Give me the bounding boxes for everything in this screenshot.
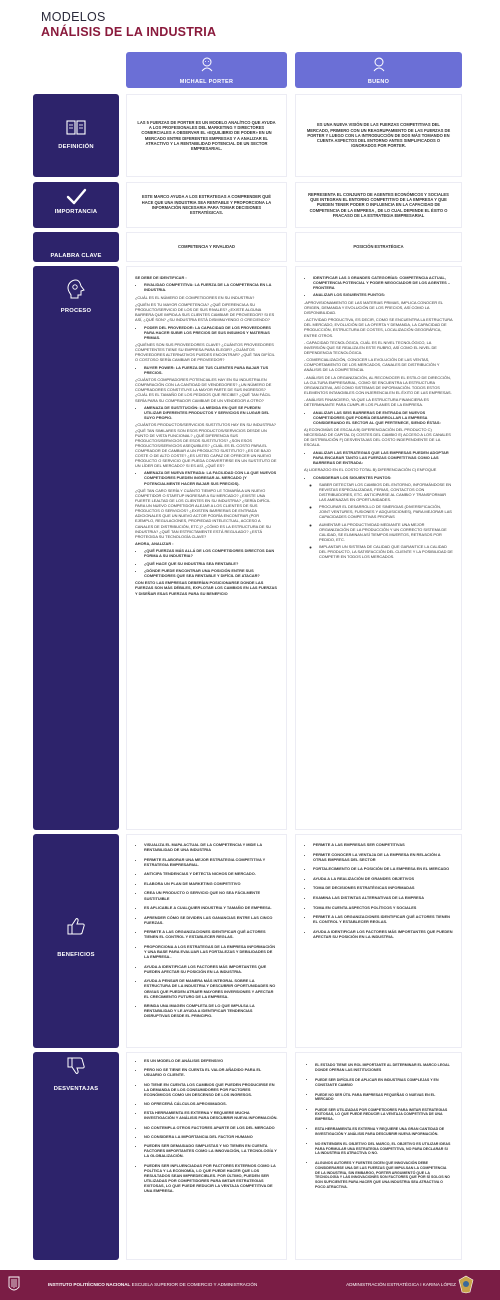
list-item: ◦ PROCURAR EL DESARROLLO DE SINERGIAS (DIVERSIFICACIÓN, JOINT VENTURES, FUSIONES Y ADQUISICIONES), PARA MEJORAR LAS CAPACIDADES COMPETITIVAS PROPIAS <box>319 504 453 519</box>
page-title: MODELOS <box>41 10 106 24</box>
list-item: • PUEDE SER UTILIZADAS POR COMPETIDORES PARA IMITAR ESTRATEGIAS EXITOSAS, LO QUE PUEDE REDUCIR LA VENTAJA COMPETITIVA DE UNA EMPRESA. <box>315 1108 451 1122</box>
paragraph-text: ¿CUÁL ES EL NÚMERO DE COMPETIDORES EN SU INDUSTRIA? <box>135 294 255 300</box>
paragraph-text: ¿CUÁNTOS PRODUCTOS/SERVICIOS SUSTITUTOS HAY EN SU INDUSTRIA? ¿QUÉ TAN SIMILARES SON ESOS PRODUCTOS/SERVICIOS DESDE UN PUNTO DE VISTA FUNCIONAL? ¿QUÉ DIFERENCIA SUS PRODUCTOS/SERVICIOS DE ESOS SUSTITUTOS? ¿SON ESOS PRODUCTOS/SERVICIOS ASEQUIBLES? ¿CUÁL ES EL COSTO PARA EL COMPRADOR DE CAMBIAR A UN PRODUCTO SUSTITUTO? ¿ES DE BAJO COSTE O DE ALTO COSTE? ¿ES USTED CAPAZ DE OFRECER UN NUEVO PRODUCTO O SERVICIO QUE PUEDA CONVERTIRSE EN UN SUSTITUTO DE UN LÍDER DEL MERCADO? SI ES ASÍ, ¿QUÉ ES? <box>135 422 277 469</box>
list-item: • AMENAZA DE SUSTITUCIÓN: LA MEDIDA EN QUE SE PUEDEN UTILIZAR DIFERENTES PRODUCTOS Y SERVICIOS EN LUGAR DEL SUYO PROPIO. <box>144 405 278 420</box>
beneficios-bueno <box>295 834 462 1048</box>
paragraph-text: - COMERCIALIZACIÓN, CONOCER LA EVOLUCIÓN DE LAS VENTAS, COMPORTAMIENTO DE LOS MERCADOS, CANALES DE DISTRIBUCIÓN Y ANÁLISIS DE LA COMPETENCIA. <box>304 357 440 373</box>
list-item: • ES UN MODELO DE ANÁLISIS DEFENSIVO <box>144 1058 278 1063</box>
list-item: ◦ SABER DETECTAR LOS CAMBIOS DEL ENTORNO, INFORMÁNDOSE EN REVISTAS ESPECIALIZADAS, FERIAS, CONTACTOS CON DISTRIBUIDORES, ETC. ANTICIPARSE AL CAMBIO Y TRANSFORMAR LAS AMENAZAS EN OPORTUNIDADES. <box>319 482 453 502</box>
cell-text: ES UNA NUEVA VISIÓN DE LAS FUERZAS COMPETITIVAS DEL MERCADO, PRIMERO CON UN REAGRUPAMIENTO DE LAS FUERZAS DE PORTER Y LUEGO CON LA INTRODUCCIÓN DE DOS MÁS TOMANDO EN CUENTA ASPECTOS DEL ENTORNO ANTES SIMPLIFICADOS O IGNORADOS POR PORTER. <box>306 122 451 149</box>
row-label-definicion <box>33 94 119 177</box>
paragraph-text: A) ECONOMÍAS DE ESCALA B) DIFERENCIACIÓN DEL PRODUCTO C) NECESIDAD DE CAPITAL D) COSTES DEL CAMBIO E) ACCESO A LOS CANALES DE DISTRIBUCIÓN F) DESVENTAJAS DEL COSTO INDEPENDIENTE DE LA ESCALA. <box>304 427 451 448</box>
list-item: • ANTICIPA TENDENCIAS Y DETECTA NICHOS DE MERCADO. <box>144 871 278 876</box>
list-item: • BRINDA UNA IMAGEN COMPLETA DE LO QUE IMPULSA LA RENTABILIDAD Y LE AYUDA A IDENTIFICAR TENDENCIAS DISRUPTIVAS DESDE EL PRINCIPIO. <box>144 1003 278 1018</box>
row-label-desventajas <box>33 1052 119 1260</box>
list-item: • TOMA EN CUENTA ASPECTOS POLÍTICOS Y SOCIALES <box>313 905 453 910</box>
list-item: • PERO NO SE TIENE EN CUENTA EL VALOR AÑADIDO PARA EL USUARIO O CLIENTE. <box>144 1067 278 1077</box>
row-label-text: PALABRA CLAVE <box>50 253 102 259</box>
desventajas-porter <box>126 1052 287 1260</box>
row-label-text: PROCESO <box>60 308 92 314</box>
list-item: • NO ENTIENDEN EL OBJETIVO DEL MARCO, EL OBJETIVO ES UTILIZAR IDEAS PARA FORMULAR UNA ESTRATEGIA COMPETITIVA, NO PARA DECLARAR SI LA INDUSTRIA ES ATRACTIVA O NO. <box>315 1142 451 1156</box>
list-item: • AYUDA A IDENTIFICAR LOS FACTORES MÁS IMPORTANTES QUE PUEDEN AFECTAR SU POSICIÓN EN LA INDUSTRIA. <box>313 929 453 939</box>
bullet-list <box>135 405 278 420</box>
bullet-list <box>304 450 453 465</box>
importancia-porter <box>126 182 287 228</box>
cell-text: COMPETENCIA Y RIVALIDAD <box>178 244 235 250</box>
list-item: • VISUALIZA EL MAPA ACTUAL DE LA COMPETENCIA Y MIDE LA RENTABILIDAD DE UNA INDUSTRIA <box>144 842 278 852</box>
list-item: • AYUDA A IDENTIFICAR LOS FACTORES MÁS IMPORTANTES QUE PUEDEN AFECTAR SU POSICIÓN EN LA INDUSTRIA. <box>144 964 278 974</box>
paragraph-text: - ANÁLISIS FINANCIERO, YA QUE LA ESTRUCTURA FINANCIERA ES DETERMINANTE PARA CUMPLIR LOS PLANES DE LA EMPRESA. <box>304 397 429 408</box>
row-label-text: DESVENTAJAS <box>53 1086 99 1092</box>
importancia-bueno <box>295 182 462 228</box>
paragraph-text: - CAPACIDAD TECNOLÓGICA, CUÁL ES EL NIVEL TECNOLÓGICO, LA INVERSIÓN QUE SE REALIZA EN ESTE RUBRO, ASÍ COMO EL NIVEL DE DEPENDENCIA TECNOLÓGICA. <box>304 339 437 355</box>
bullet-list <box>304 475 453 560</box>
column-header-label: MICHAEL PORTER <box>179 79 234 85</box>
list-item: • PERMITE A LAS ORGANIZACIONES IDENTIFICAR QUÉ ACTORES TIENEN EL CONTROL Y ESTABLECER REGLAS. <box>144 929 278 939</box>
paragraph-text: A) LIDERAZGO EN EL COSTO TOTAL B) DIFERENCIACIÓN C) ENFOQUE <box>304 467 437 473</box>
thumbs-down-icon <box>66 1056 86 1076</box>
bullet-list <box>135 365 278 375</box>
paragraph-text: SE DEBE DE IDENTIFICAR : <box>135 275 187 280</box>
list-item: • ¿DÓNDE PUEDE ENCONTRAR UNA POSICIÓN ENTRE SUS COMPETIDORES QUE SEA RENTABLE Y DIFÍCIL DE ATACAR? <box>144 568 278 578</box>
cell-text: LAS 5 FUERZAS DE PORTER ES UN MODELO ANALÍTICO QUE AYUDA A LOS PROFESIONALES DEL MARKETING Y DIRECTORES COMERCIALES A OBSERVAR EL «EQUILIBRIO DE PODER» EN UN MERCADO ENTRE DIFERENTES EMPRESAS Y A ANALIZAR EL ATRACTIVO Y LA RENTABILIDAD POTENCIAL DE UN SECTOR EMPRESARIAL. <box>137 119 276 152</box>
footer <box>0 1270 500 1300</box>
paragraph-text: ¿QUIÉN ES TU MAYOR COMPETENCIA? ¿QUÉ DIFERENCIA A SU PRODUCTO/SERVICIO DE LOS DE SUS RIVALES? ¿EXISTE ALGUNA BARRERA QUE IMPIDA A SUS CLIENTES CAMBIAR DE PROVEEDOR? SI ES ASÍ, ¿QUÉ SON? ¿SU INDUSTRIA ESTÁ DISMINUYENDO O CRECIENDO? <box>135 302 275 323</box>
bullet-list <box>304 275 453 298</box>
bullet-list <box>135 282 278 292</box>
column-header-bueno <box>295 52 462 88</box>
book-icon <box>65 118 87 138</box>
check-icon <box>65 187 87 207</box>
cell-text: REPRESENTA EL CONJUNTO DE AGENTES ECONÓMICOS Y SOCIALES QUE INTEGRAN EL ENTORNO COMPETITIVO DE LA EMPRESA Y QUE PUEDEN TENER PODER O INFLUENCIA EN LA CAPACIDAD DE COMPETENCIA DE LA EMPRESA , DE LO CUAL DEPENDE EL ÉXITO O FRACASO DE LA ESTRATEGIA EMPRESARIAL <box>308 191 449 218</box>
cell-text: ESTE MARCO AYUDA A LOS ESTRATEGAS A COMPRENDER QUÉ HACE QUE UNA INDUSTRIA SEA RENTABLE Y PROPORCIONA LA INFORMACIÓN NECESARIA PARA TOMAR DECISIONES ESTRATÉGICAS. <box>141 194 272 216</box>
bullet-list <box>135 1058 278 1193</box>
list-item: • PERMITE ELABORAR UNA MEJOR ESTRATEGIA COMPETITIVA Y ESTRATEGIA EMPRESARIAL. <box>144 857 278 867</box>
paragraph-text: ¿QUIÉNES SON SUS PROVEEDORES CLAVE? ¿CUÁNTOS PROVEEDORES COMPETENTES TIENE SU EMPRESA PARA ELEGIR? ¿CUÁNTOS PROVEEDORES ALTERNATIVOS PUEDES ENCONTRAR? ¿QUÉ TAN DIFÍCIL O COSTOSO SERÍA CAMBIAR DE PROVEEDOR? <box>135 342 275 363</box>
list-item: • APRENDER CÓMO SE DIVIDEN LAS GANANCIAS ENTRE LAS CINCO FUERZAS. <box>144 915 278 925</box>
list-item: • CONSIDERAR LOS SIGUIENTES PUNTOS: <box>313 475 453 480</box>
row-label-importancia <box>33 182 119 228</box>
footer-author: ADMINISTRACIÓN ESTRATÉGICA I KARINA LÓPEZ <box>346 1282 456 1287</box>
list-item: • EXAMINA LAS DISTINTAS ALTERNATIVAS DE LA EMPRESA <box>313 895 453 900</box>
list-item: • NO OFRECERÁ CÁLCULOS APROXIMADOS. <box>144 1101 278 1106</box>
bullet-list <box>135 470 278 485</box>
row-label-text: DEFINICIÓN <box>58 144 94 150</box>
row-label-palabra-clave <box>33 232 119 262</box>
palabra-clave-porter <box>126 232 287 262</box>
definicion-porter <box>126 94 287 177</box>
footer-institution <box>48 1282 257 1287</box>
paragraph-text: -APROVISIONAMIENTO DE LAS MATERIAS PRIMAS, IMPLICA CONOCER EL ORIGEN, DEMANDA Y EVOLUCIÓN DE LOS PRECIOS, ASÍ COMO LA DISPONIBILIDAD. <box>304 299 443 316</box>
list-item: • ANALIZAR LAS ESTRATEGIAS QUE LAS EMPRESAS PUEDEN ADOPTAR PARA ENCARAR TANTO LAS FUERZAS COMPETITIVAS COMO LAS BARRERAS DE ENTRADA: <box>313 450 453 465</box>
list-item: • ALGUNOS AUTORES Y FUENTES DICEN QUE INNOVACIÓN DEBE CONSIDERARSE UNA DE LAS FUERZAS QUE IMPULSAN LA COMPETENCIA DE LA INDUSTRIA, SIN EMBARGO, PORTER ARGUMENTÓ QUE LA TECNOLOGÍA Y LAS INNOVACIONES SON FACTORES QUE POR SÍ SOLOS NO SON SUFICIENTES PARA HACER QUE UNA INDUSTRIA SEA ATRACTIVA O POCO ATRACTIVA. <box>315 1161 451 1189</box>
list-item: • PERMITE CONOCER LA VENTAJA DE LA EMPRESA EN RELACIÓN A OTRAS EMPRESAS DEL SECTOR <box>313 852 453 862</box>
paragraph-text: - ANÁLISIS DE LA ORGANIZACIÓN, AL RECONOCER EL ESTILO DE DIRECCIÓN, LA CULTURA EMPRESARIAL, COMO SE ENCUENTRA LA ESTRUCTURA ORGANIZATIVA, ASÍ COMO SISTEMAS DE INFORMACIÓN. TODOS ESTOS ELEMENTOS INTANGIBLES CON INJERENCIA EN EL ÉXITO DE LAS EMPRESAS. <box>304 374 452 395</box>
school-name: ESCUELA SUPERIOR DE COMERCIO Y ADMINISTRACIÓN <box>131 1282 258 1287</box>
list-item: • AYUDA A LA REALIZACIÓN DE GRANDES OBJETIVOS <box>313 876 453 881</box>
list-item: • PUEDE NO SER ÚTIL PARA EMPRESAS PEQUEÑAS O NUEVAS EN EL MERCADO <box>315 1093 451 1102</box>
row-label-proceso <box>33 266 119 830</box>
list-item: • AYUDA A PENSAR DE MANERA MÁS INTEGRAL SOBRE LA ESTRUCTURA DE LA INDUSTRIA Y DESCUBRIR OPORTUNIDADES NO OBVIAS QUE PUEDEN ATRAER MAYORES INVERSIONES Y AFECTAR EL CRECIMIENTO FUTURO DE LA EMPRESA. <box>144 978 278 998</box>
list-item: • ESTA HERRAMIENTA ES EXTERNA Y REQUIERE UNA GRAN CANTIDAD DE INVESTIGACIÓN Y ANÁLISIS PARA DESCUBRIR NUEVA INFORMACIÓN. <box>315 1127 451 1136</box>
list-item: ◦ AUMENTAR LA PRODUCTIVIDAD MEDIANTE UNA MEJOR ORGANIZACIÓN DE LA PRODUCCIÓN Y UN CORRECTO SISTEMA DE CALIDAD, SE ELIMINAN ASÍ TIEMPOS MUERTOS, RETRASOS POR PEDIDO, ETC. <box>319 522 453 542</box>
row-label-text: IMPORTANCIA <box>54 209 98 215</box>
list-item: • PERMITE A LAS ORGANIZACIONES IDENTIFICAR QUÉ ACTORES TIENEN EL CONTROL Y ESTABLECER REGLAS. <box>313 914 453 924</box>
list-item: • ANALIZAR LAS SEIS BARRERAS DE ENTRADA DE NUEVOS COMPETIDORES QUE PODRÍA DESARROLLAR LA EMPRESA CONSIDERANDO EL SECTOR AL QUE PERTENECE, SIENDO ÉSTAS: <box>313 410 453 425</box>
person-icon <box>371 56 387 72</box>
desventajas-bueno <box>295 1052 462 1260</box>
gears-icon <box>65 278 87 302</box>
list-item: • AMENAZA DE NUEVA ENTRADA: LA FACILIDAD CON LA QUE NUEVOS COMPETIDORES PUEDEN INGRESAR AL MERCADO (Y POTENCIALMENTE HACER BAJAR SUS PRECIOS). <box>144 470 278 485</box>
list-item: • TOMA DE DECISIONES ESTRATÉGICAS INFORMADAS <box>313 885 453 890</box>
list-item: • RIVALIDAD COMPETITIVA: LA FUERZA DE LA COMPETENCIA EN LA INDUSTRIA. <box>144 282 278 292</box>
list-item: • PODER DEL PROVEEDOR: LA CAPACIDAD DE LOS PROVEEDORES PARA HACER SUBIR LOS PRECIOS DE SUS INSUMOS Y MATERIAS PRIMAS. <box>144 325 278 340</box>
paragraph-text: ¿CUÁNTOS COMPRADORES POTENCIALES HAY EN SU INDUSTRIA EN COMPARACIÓN CON LA CANTIDAD DE VENDEDORES? ¿UN NÚMERO DE COMPRADORES CONSTITUYE LA MAYOR PARTE DE SUS INGRESOS? ¿CUÁL ES EL TAMAÑO DE LOS PEDIDOS QUE RECIBE? ¿QUÉ TAN FÁCIL SERÍA PARA SU COMPRADOR CAMBIAR DE UN VENDEDOR A OTRO? <box>135 377 272 403</box>
column-header-porter <box>126 52 287 88</box>
list-item: • PUEDEN SER INFLUENCIADAS POR FACTORES EXTERNOS COMO LA POLÍTICA Y LA ECONOMÍA, LO QUE PUEDE HACER QUE LOS RESULTADOS SEAN IMPREDECIBLES. POR ÚLTIMO, PUEDEN SER UTILIZADAS POR COMPETIDORES PARA IMITAR ESTRATEGIAS EXITOSAS, LO QUE PUEDE REDUCIR LA VENTAJA COMPETITIVA DE UNA EMPRESA. <box>144 1163 278 1193</box>
institution-name: INSTITUTO POLITÉCNICO NACIONAL <box>48 1282 131 1287</box>
list-item: • ANALIZAR LOS SIGUIENTES PUNTOS: <box>313 292 453 297</box>
page-subtitle: ANÁLISIS DE LA INDUSTRIA <box>41 25 217 39</box>
bullet-list <box>135 548 278 578</box>
bullet-list <box>135 842 278 1018</box>
list-item: ◦ IMPLANTAR UN SISTEMA DE CALIDAD QUE GARANTICE LA CALIDAD DEL PRODUCTO, LA SATISFACCIÓN DEL CLIENTE Y LA POSIBILIDAD DE COMPETIR EN TODOS LOS MERCADOS. <box>319 544 453 559</box>
column-header-label: BUENO <box>367 79 390 85</box>
list-item: • ¿QUÉ FUERZAS MÁS ALLÁ DE LOS COMPETIDORES DIRECTOS DAN FORMA A SU INDUSTRIA? <box>144 548 278 558</box>
list-item: • ELABORA UN PLAN DE MARKETING COMPETITIVO <box>144 881 278 886</box>
paragraph-text: AHORA, ANALIZAR : <box>135 540 174 546</box>
list-item: • NO CONTEMPLA OTROS FACTORES APARTE DE LOS DEL MERCADO <box>144 1125 278 1130</box>
list-item: • CREA UN PRODUCTO O SERVICIO QUE NO SEA FÁCILMENTE SUSTITUIBLE <box>144 890 278 900</box>
list-item: • FORTALECIMIENTO DE LA POSICIÓN DE LA EMPRESA EN EL MERCADO <box>313 866 453 871</box>
bullet-list <box>304 410 453 425</box>
cell-text: POSICIÓN ESTRATÉGICA <box>353 244 404 250</box>
row-label-text: BENEFICIOS <box>57 952 95 958</box>
thumbs-up-icon <box>66 916 86 936</box>
ipn-logo-icon <box>8 1276 20 1293</box>
list-item: • PUEDEN SER DEMASIADO SIMPLISTAS Y NO TIENEN EN CUENTA FACTORES IMPORTANTES COMO LA INNOVACIÓN, LA TECNOLOGÍA Y LA GLOBALIZACIÓN. <box>144 1143 278 1158</box>
list-item: • PROPORCIONA A LOS ESTRATEGAS DE LA EMPRESA INFORMACIÓN Y UNA BASE PARA EVALUAR LAS FORTALEZAS Y DEBILIDADES DE LA EMPRESA.. <box>144 944 278 959</box>
list-item: • NO CONSIDERA LA IMPORTANCIA DEL FACTOR HUMANO <box>144 1134 278 1139</box>
paragraph-text: CON ESTO LAS EMPRESAS DEBERÍAN POSICIONARSE DONDE LAS FUERZAS SON MÁS DÉBILES, EXPLOTAR LOS CAMBIOS EN LAS FUERZAS Y DISEÑAR ESAS FUERZAS PARA SU BENEFICIO <box>135 580 277 596</box>
list-item: • IDENTIFICAR LAS 3 GRANDES CATEGORÍAS: COMPETENCIA ACTUAL, COMPETENCIA POTENCIAL Y PODER NEGOCIADOR DE LOS AGENTES – FRONTERA <box>313 275 453 290</box>
row-label-beneficios <box>33 834 119 1048</box>
definicion-bueno <box>295 94 462 177</box>
paragraph-text: ¿QUÉ TAN CARO SERÍA Y CUÁNTO TIEMPO LE TOMARÍA A UN NUEVO COMPETIDOR O STARTUP INGRESAR A SU MERCADO? ¿EXISTE UNA FUERTE LEALTAD DE LOS CLIENTES EN SU INDUSTRIA? ¿SERÍA DIFÍCIL PARA UN NUEVO COMPETIDOR ALEJAR A LOS CLIENTES DE SUS PRODUCTOS O SERVICIOS? ¿EXISTEN BARRERAS DE ENTRADA ADICIONALES QUE UN NUEVO ACTOR PODRÍA ENCONTRAR (POR EJEMPLO, REGULACIONES, PROPIEDAD INTELECTUAL, ACCESO A CANALES DE DISTRIBUCIÓN, ETC.)? ¿CÓMO ES LA ESTRUCTURA DE SU INDUSTRIA? ¿QUÉ TAN ESTRICTAMENTE ESTÁ REGULADO? ¿ESTÁ PROTEGIDA SU TECNOLOGÍA CLAVE? <box>135 487 271 539</box>
proceso-bueno <box>295 266 462 830</box>
paragraph-text: - ACTIVIDAD PRODUCTIVA, ES DECIR, COMO SE ENCUENTRA LA ESTRUCTURA DEL MERCADO, EVOLUCIÓN DE LA OFERTA Y DEMANDA, LA CAPACIDAD DE PRODUCCIÓN, ESTRUCTURA DE COSTES, LOCALIZACIÓN GEOGRÁFICA, ENTRE OTROS. <box>304 317 453 338</box>
bullet-list <box>135 325 278 340</box>
bullet-list <box>306 1063 451 1189</box>
beneficios-porter <box>126 834 287 1048</box>
list-item: • ESTA HERRAMIENTA ES EXTERNA Y REQUIERE MUCHA INVESTIGACIÓN Y ANÁLISIS PARA DESCUBRIR NUEVA INFORMACIÓN. <box>144 1110 278 1120</box>
person-icon <box>199 56 215 72</box>
list-item: • EL ESTADO TIENE UN ROL IMPORTANTE AL DETERMINAR EL MARCO LEGAL DONDE OPERAN LAS INSTITUCIONES <box>315 1063 451 1072</box>
proceso-porter <box>126 266 287 830</box>
list-item: • ES APLICABLE A CUALQUIER INDUSTRIA Y TAMAÑO DE EMPRESA. <box>144 905 278 910</box>
list-item: • ¿QUÉ HACE QUE SU INDUSTRIA SEA RENTABLE? <box>144 561 278 566</box>
list-item: • NO TIENE EN CUENTA LOS CAMBIOS QUE PUEDEN PRODUCIRSE EN LA DEMANDA DE LOS CONSUMIDORES POR FACTORES ECONÓMICOS COMO UN DESCENSO DE LOS INGRESOS. <box>144 1082 278 1097</box>
list-item: • PERMITE A LAS EMPRESAS SER COMPETITIVAS <box>313 842 453 847</box>
list-item: • PUEDE SER DIFÍCILES DE APLICAR EN INDUSTRIAS COMPLEJAS Y EN CONSTANTE CAMBIO <box>315 1078 451 1087</box>
esca-logo-icon <box>458 1275 474 1294</box>
bullet-list <box>304 842 453 939</box>
palabra-clave-bueno <box>295 232 462 262</box>
list-item: • BUYER POWER: LA FUERZA DE TUS CLIENTES PARA BAJAR TUS PRECIOS. <box>144 365 278 375</box>
